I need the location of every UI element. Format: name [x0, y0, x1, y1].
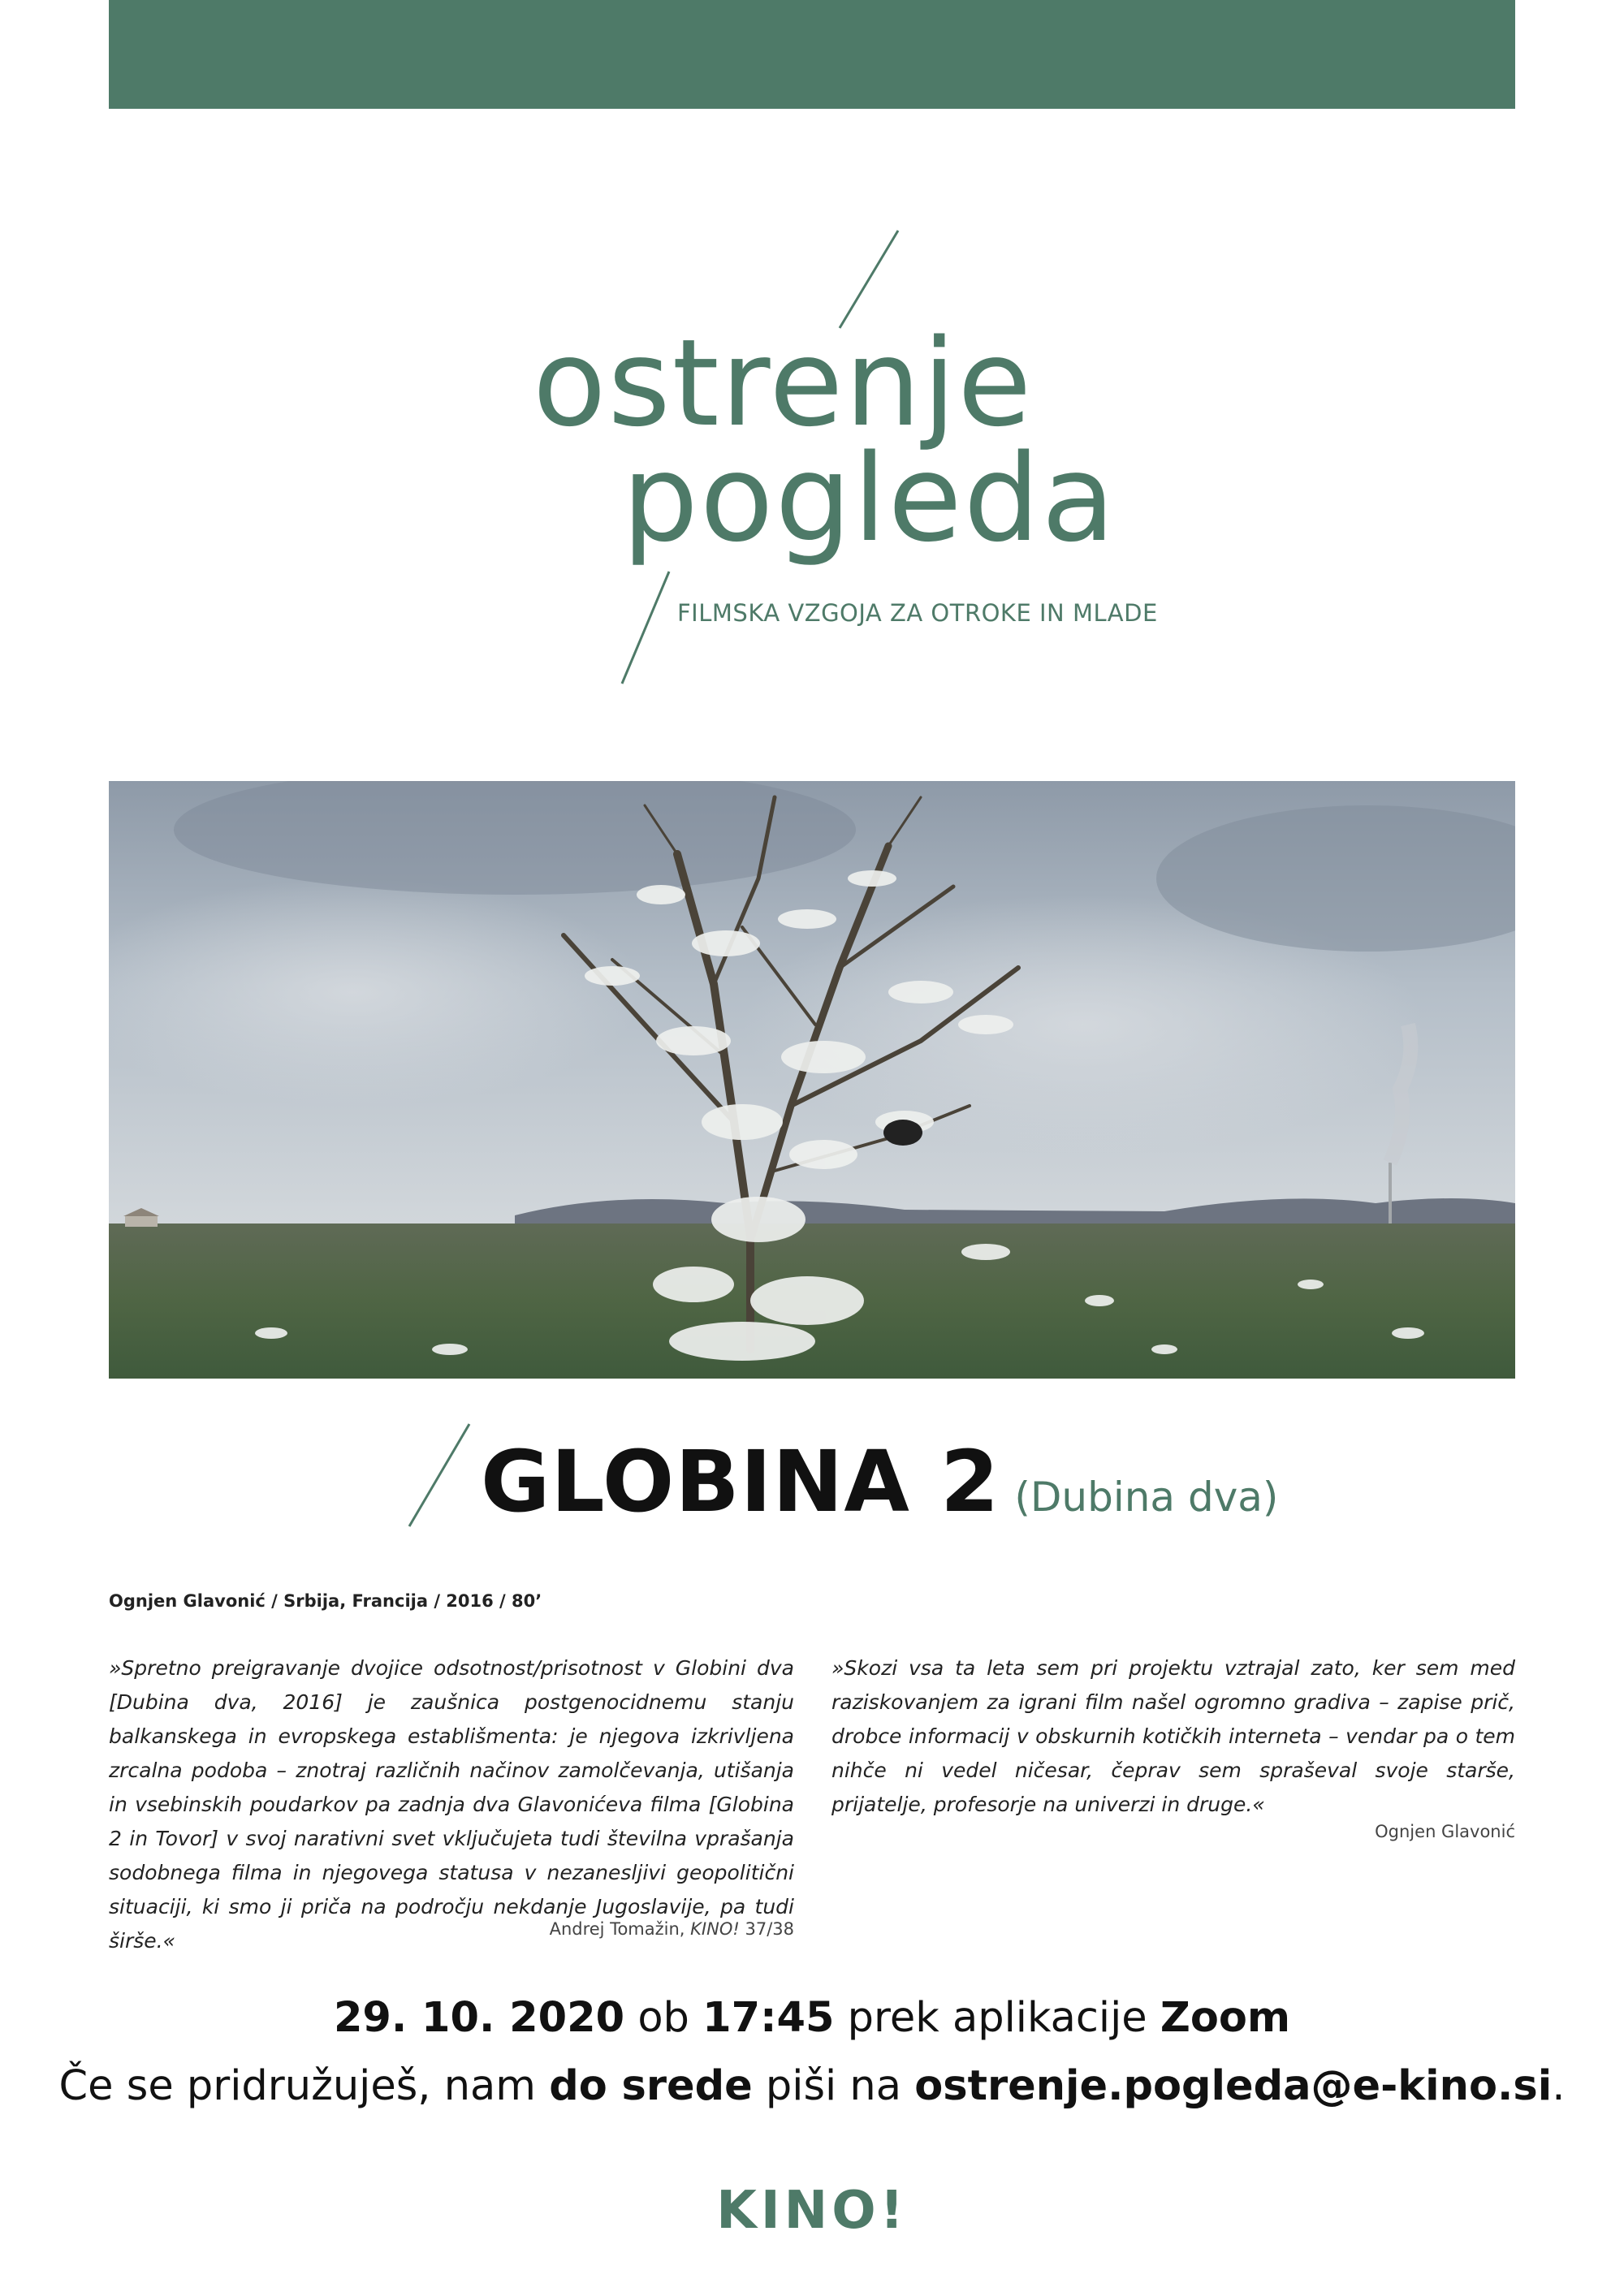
event-time: 17:45	[702, 1994, 835, 2042]
critic-quote: »Spretno preigravanje dvojice odsotnost/prisotnost v Globini dva [Dubina dva, 2016] je zaušnica postgenocidnemu stanju balkanskega in evropskega establišmenta: je njegova izkrivljena zrcalna podoba – znotraj različnih načinov zamolčevanja, utišanja in vsebinskih poudarkov pa zadnja dva Glavonićeva filma [Globina 2 in Tovor] v svoj narativni svet vključujeta tudi številna vprašanja sodobnega filma in njegovega statusa v nezanesljivi geopolitični situaciji, ki smo ji priča na področju nekdanje Jugoslavije, pa tudi širše.«	[109, 1656, 794, 1953]
event-deadline: do srede	[549, 2062, 753, 2110]
event-write-text: piši na	[765, 2062, 901, 2110]
director-quote: »Skozi vsa ta leta sem pri projektu vztrajal zato, ker sem med raziskovanjem za igrani film našel ogromno gradiva – zapise prič, drobce informacij v obskurnih kotičkih interneta – vendar pa o tem nihče ni vedel ničesar, čeprav sem spraševal svoje starše, prijatelje, profesorje na univerzi in druge.«	[831, 1656, 1515, 1816]
event-ob: ob	[637, 1994, 689, 2042]
event-via: prek aplikacije	[847, 1994, 1147, 2042]
film-credits: Ognjen Glavonić / Srbija, Francija / 2016 / 80’	[109, 1591, 542, 1611]
event-date: 29. 10. 2020	[333, 1994, 625, 2042]
event-end-period: .	[1552, 2062, 1566, 2110]
critic-issue: 37/38	[745, 1919, 794, 1939]
critic-source: KINO!	[690, 1919, 740, 1939]
logo-tagline: FILMSKA VZGOJA ZA OTROKE IN MLADE	[677, 599, 1158, 627]
title-slash-line	[406, 1422, 471, 1528]
tree-with-plastic-bags-image	[109, 781, 1515, 1379]
event-signup-line	[0, 2062, 1624, 2110]
logo-word-ostrenje: ostrenje	[533, 313, 1034, 453]
film-still-photo	[109, 781, 1515, 1379]
kino-brand-logo: KINO!	[716, 2181, 908, 2241]
film-title	[481, 1432, 1278, 1531]
director-quote-attribution: Ognjen Glavonić	[1375, 1822, 1515, 1841]
event-email-link[interactable]: ostrenje.pogleda@e-kino.si	[914, 2062, 1553, 2110]
logo-word-pogleda: pogleda	[622, 429, 1117, 568]
film-title-main: GLOBINA 2	[481, 1432, 1000, 1531]
event-date-line	[0, 1994, 1624, 2042]
critic-name: Andrej Tomažin,	[549, 1919, 685, 1939]
film-original-title: (Dubina dva)	[1014, 1474, 1279, 1521]
logo-ostrenje-pogleda	[0, 0, 1624, 698]
event-join-text: Če se pridružuješ, nam	[58, 2062, 536, 2110]
event-platform: Zoom	[1160, 1994, 1291, 2042]
critic-quote-attribution	[109, 1919, 794, 1939]
